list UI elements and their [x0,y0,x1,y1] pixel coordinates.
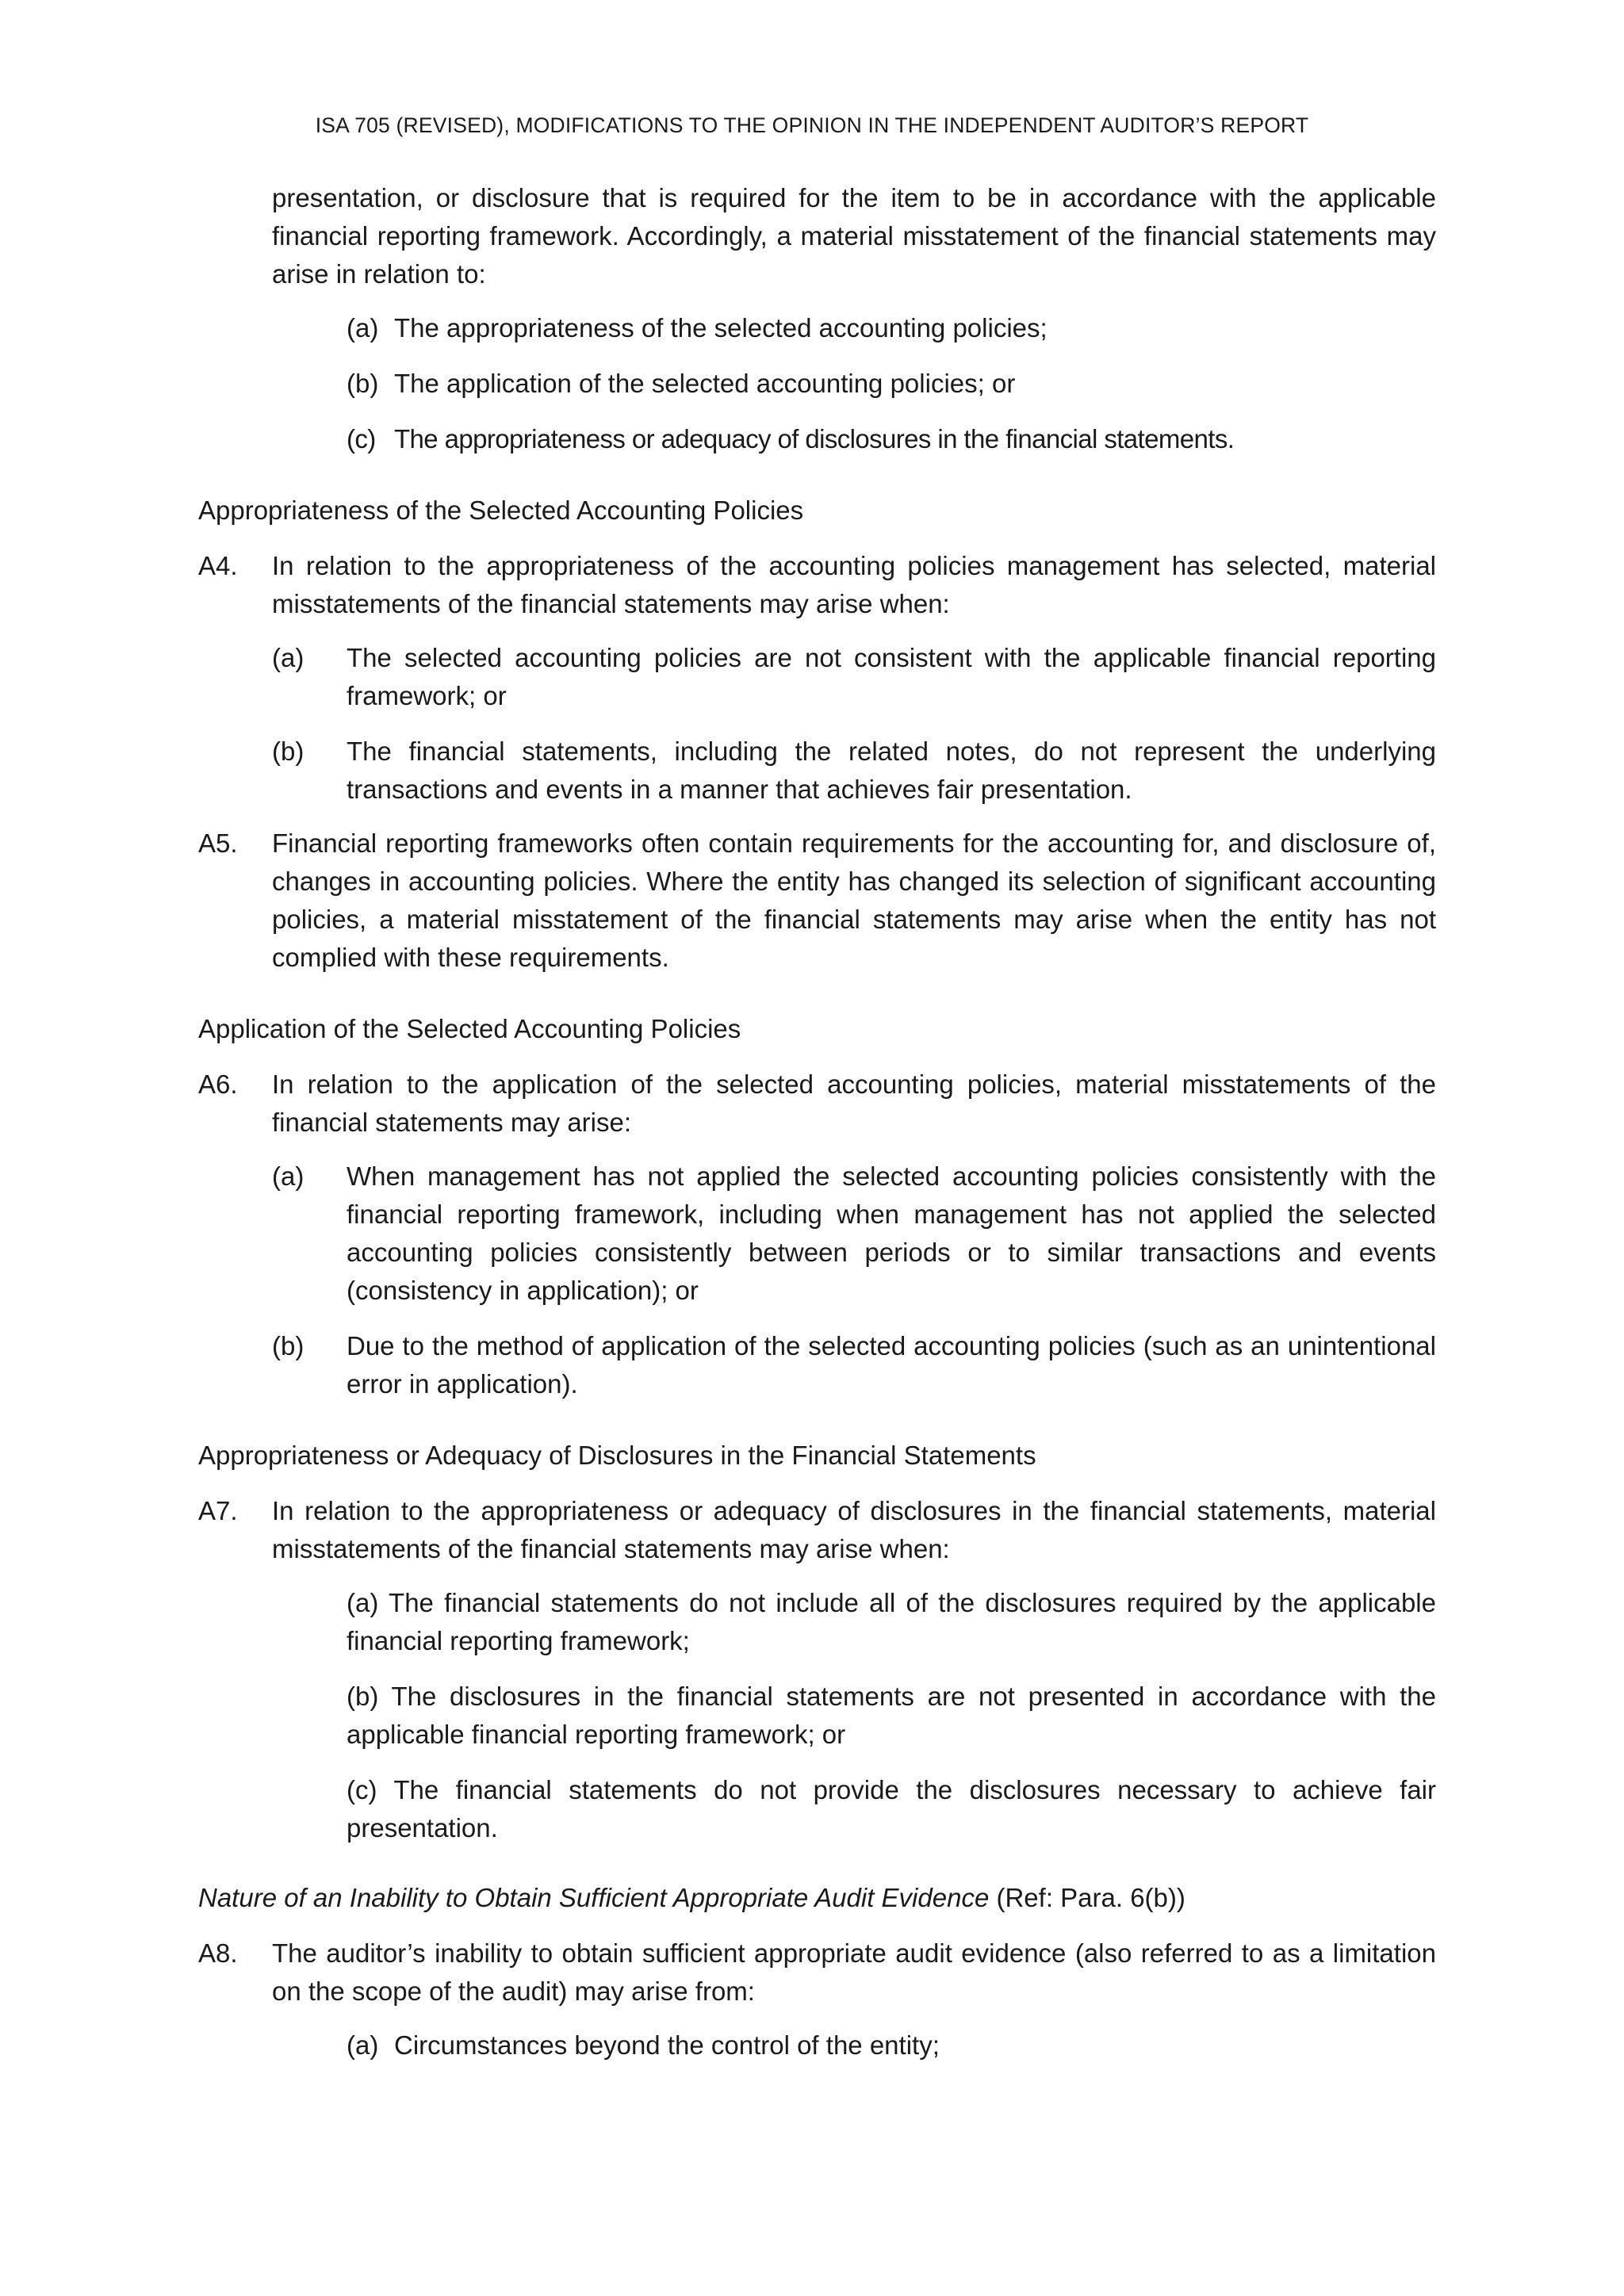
intro-paragraph: presentation, or disclosure that is required for the item to be in accordance with the applicable financial reporting framework. Accordingly, a material misstatement of the financial statements may arise in relation to: [272,183,1436,289]
paragraph-number: A7. [198,1496,238,1525]
paragraph-a6: In relation to the application of the selected accounting policies, material misstatements of the financial statements may arise: [272,1070,1436,1137]
section-heading: Appropriateness or Adequacy of Disclosures in the Financial Statements [198,1441,1036,1470]
paragraph-number: A8. [198,1938,238,1968]
section-heading: Application of the Selected Accounting Policies [198,1014,741,1043]
paragraph-number: A6. [198,1070,238,1099]
paragraph-number: A4. [198,551,238,580]
section-heading: Appropriateness of the Selected Accounting Policies [198,496,804,525]
paragraph-a8: The auditor’s inability to obtain sufficient appropriate audit evidence (also referred to as a limitation on the scope of the audit) may arise from: [272,1938,1436,2006]
paragraph-a7: In relation to the appropriateness or adequacy of disclosures in the financial statements, material misstatements of the financial statements may arise when: [272,1496,1436,1563]
section-heading: Nature of an Inability to Obtain Sufficient Appropriate Audit Evidence (Ref: Para. 6(b)) [198,1883,1185,1912]
paragraph-a4: In relation to the appropriateness of the accounting policies management has selected, material misstatements of the financial statements may arise when: [272,551,1436,618]
document-page: ISA 705 (REVISED), MODIFICATIONS TO THE OPINION IN THE INDEPENDENT AUDITOR’S REPORT presentation, or disclosure that is required for the item to be in accordance with the applicable financial reporting framework. Accordingly, a material misstatement of the financial statements may arise in relation to: (a) The appropriateness of the selected accounting policies; (b) The application of the selected accounting policies; or (c) The appropriateness or adequacy of disclosures in the financial statements. Appropriateness of the Selected Accounting Policies A4. In relation to the appropriateness of the accounting policies management has selected, material misstatements of the financial statements may arise when: (a) The selected accounting policies are not consistent with the applicable financial reporting framework; or (b) The financial statements, including the related notes, do not represent the underlying transactions and events in a manner that achieves fair presentation. A5. Financial reporting frameworks often contain requirements for the accounting for, and disclosure of, changes in accounting policies. Where the entity has changed its selection of significant accounting policies, a material misstatement of the financial statements may arise when the entity has not complied with these requirements. Application of the Selected Accounting Policies A6. In relation to the application of the selected accounting policies, material misstatements of the financial statements may arise: (a) When management has not applied the selected accounting policies consistently with the financial reporting framework, including when management has not applied the selected accounting policies consistently between periods or to similar transactions and events (consistency in application); or (b) Due to the method of application of the selected accounting policies (such as an unintentional error in application). Appropriateness or Adequacy of Disclosures in the Financial Statements A7. In relation to the appropriateness or adequacy of disclosures in the financial statements, material misstatements of the financial statements may arise when: (a) The financial statements do not include all of the disclosures required by the applicable financial reporting framework; (b) The disclosures in the financial statements are not presented in accordance with the applicable financial reporting framework; or (c) The financial statements do not provide the disclosures necessary to achieve fair presentation. Nature of an Inability to Obtain Sufficient Appropriate Audit Evidence (Ref: Para. 6(b)) A8. The auditor’s inability to obtain sufficient appropriate audit evidence (also referred to as a limitation on the scope of the audit) may arise from: (a) Circumstances beyond the control of the entity; [0,0,1624,2296]
paragraph-a5: Financial reporting frameworks often contain requirements for the accounting for, and disclosure of, changes in accounting policies. Where the entity has changed its selection of significant accounting policies, a material misstatement of the financial statements may arise when the entity has not complied with these requirements. [272,828,1436,972]
paragraph-number: A5. [198,828,238,858]
running-header: ISA 705 (REVISED), MODIFICATIONS TO THE OPINION IN THE INDEPENDENT AUDITOR’S REPORT [315,113,1309,137]
